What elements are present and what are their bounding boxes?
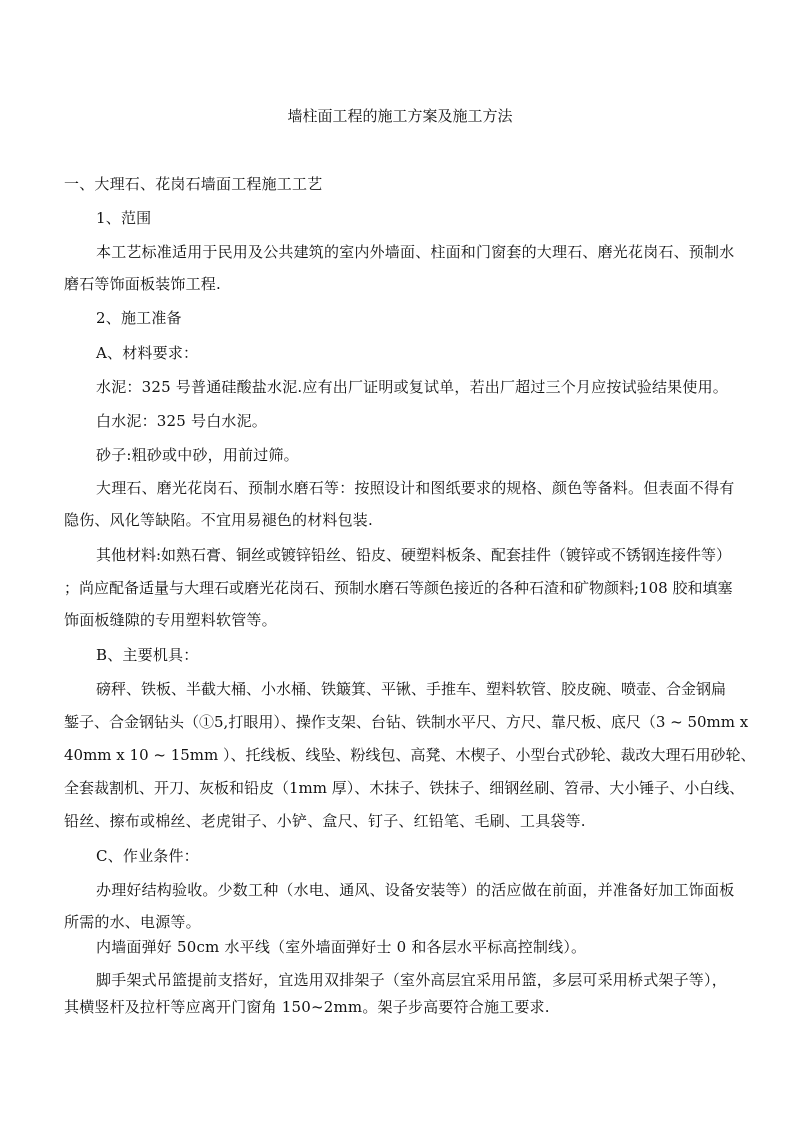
paragraph-line: 磅秤、铁板、半截大桶、小水桶、铁簸箕、平锹、手推车、塑料软管、胶皮碗、喷壶、合金钢扁	[96, 680, 727, 698]
paragraph-line: 水泥：325 号普通硅酸盐水泥.应有出厂证明或复试单，若出厂超过三个月应按试验结果使用。	[96, 378, 728, 396]
subsection-heading: C、作业条件：	[96, 847, 199, 865]
subsection-heading: A、材料要求：	[96, 344, 199, 362]
subsection-heading: 2、施工准备	[96, 309, 182, 327]
paragraph-line: 其横竖杆及拉杆等应离开门窗角 150~2mm。架子步高要符合施工要求.	[64, 998, 550, 1016]
paragraph-line: 铅丝、擦布或棉丝、老虎钳子、小铲、盒尺、钉子、红铅笔、毛刷、工具袋等.	[64, 812, 586, 830]
paragraph-line: ；尚应配备适量与大理石或磨光花岗石、预制水磨石等颜色接近的各种石渣和矿物颜料;108 胶和填塞	[64, 579, 733, 597]
paragraph-line: 錾子、合金钢钻头（①5,打眼用）、操作支架、台钻、铁制水平尺、方尺、靠尺板、底尺（3 ~ 50mm x	[64, 713, 749, 731]
paragraph-line: 饰面板缝隙的专用塑料软管等。	[64, 611, 277, 629]
paragraph-line: 所需的水、电源等。	[64, 913, 201, 931]
section-heading: 一、大理石、花岗石墙面工程施工工艺	[64, 175, 323, 193]
page-title: 墙柱面工程的施工方案及施工方法	[287, 107, 513, 125]
paragraph-line: 内墙面弹好 50cm 水平线（室外墙面弹好士 0 和各层水平标高控制线）。	[96, 938, 587, 956]
paragraph-line: 全套裁割机、开刀、灰板和铅皮（1mm 厚）、木抹子、铁抹子、细钢丝刷、笤帚、大小锤子、小白线、	[64, 779, 745, 797]
paragraph-line: 40mm x 10 ~ 15mm ）、托线板、线坠、粉线包、高凳、木楔子、小型台式砂轮、裁改大理石用砂轮、	[64, 746, 756, 764]
paragraph-line: 砂子:粗砂或中砂，用前过筛。	[96, 446, 299, 464]
paragraph-line: 脚手架式吊篮提前支搭好，宜选用双排架子（室外高层宜采用吊篮，多层可采用桥式架子等），	[96, 971, 727, 989]
paragraph-line: 办理好结构验收。少数工种（水电、通风、设备安装等）的活应做在前面，并准备好加工饰面板	[96, 881, 735, 899]
paragraph-line: 本工艺标准适用于民用及公共建筑的室内外墙面、柱面和门窗套的大理石、磨光花岗石、预制水	[96, 243, 735, 261]
paragraph-line: 隐伤、风化等缺陷。不宜用易褪色的材料包装.	[64, 511, 373, 529]
subsection-heading: 1、范围	[96, 209, 152, 227]
paragraph-line: 磨石等饰面板装饰工程.	[64, 275, 221, 293]
paragraph-line: 大理石、磨光花岗石、预制水磨石等：按照设计和图纸要求的规格、颜色等备料。但表面不得有	[96, 479, 735, 497]
subsection-heading: B、主要机具：	[96, 646, 199, 664]
paragraph-line: 其他材料:如熟石膏、铜丝或镀锌铅丝、铅皮、硬塑料板条、配套挂件（镀锌或不锈钢连接件等）	[96, 546, 732, 564]
paragraph-line: 白水泥：325 号白水泥。	[96, 412, 267, 430]
